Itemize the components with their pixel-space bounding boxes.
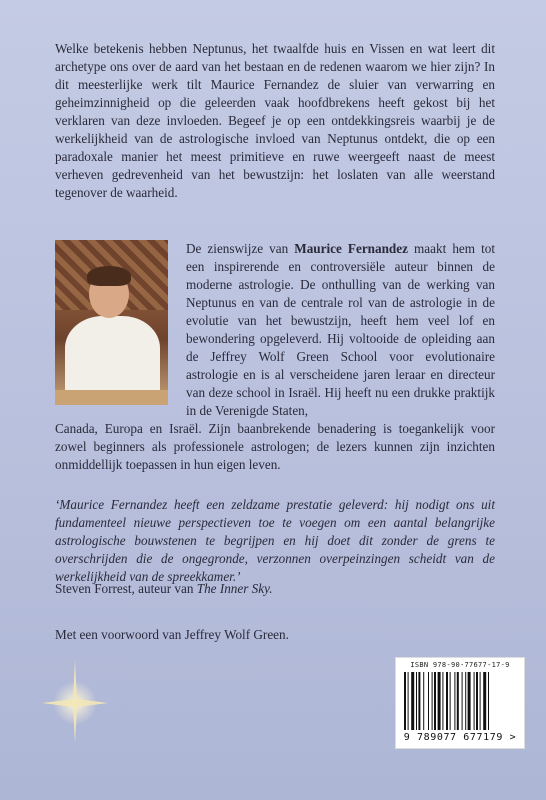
isbn-label: ISBN 978-90-77677-17-9 <box>410 661 510 669</box>
review-quote: ‘Maurice Fernandez heeft een zeldzame prestatie geleverd: hij nodigt ons uit fundamenteel nieuwe perspectieven toe te voegen om een aantal belangrijke astrologische bouwstenen te begrijpen en hij doet dit zonder de grens te overschrijden die de ongegronde, verzonnen overpeinzingen scheidt van de werkelijkheid van de spreekkamer.’ <box>55 497 495 584</box>
author-bio-continued: Canada, Europa en Israël. Zijn baanbrekende benadering is toegankelijk voor zowel beginners als professionele astrologen; de lezers kunnen zijn inzichten onmiddellijk toepassen in hun eigen leven. <box>55 421 495 472</box>
bio-intro: De zienswijze van <box>186 241 295 256</box>
author-name: Maurice Fernandez <box>294 241 408 256</box>
foreword-note: Met een voorwoord van Jeffrey Wolf Green. <box>55 627 289 642</box>
quote-attribution <box>55 580 273 598</box>
barcode <box>395 657 525 749</box>
description-paragraph: Welke betekenis hebben Neptunus, het twaalfde huis en Vissen en wat leert dit archetype ons over de aard van het bestaan en de redenen waarom we hier zijn? In dit meesterlijke werk tilt Maurice Fernandez de sluier van verwarring en geheimzinnigheid op die geleerden vaak hoofdbrekens heeft gekost bij het verklaren van deze invloeden. Begeef je op een ontdekkingsreis waarbij je de werkelijkheid van de astrologische invloed van Neptunus ontdekt, die op een paradoxale manier het meest primitieve en ruwe weergeeft naast de meest verheven gedrevenheid van het bewustzijn: het loslaten van alle weerstand tegenover de waarheid. <box>55 41 495 200</box>
barcode-bars <box>404 672 514 730</box>
author-bio <box>186 240 495 420</box>
attribution-book-title: The Inner Sky. <box>196 581 273 596</box>
star-icon <box>40 655 110 745</box>
attribution-author: Steven Forrest, auteur van <box>55 581 197 596</box>
ean-digits: 9 789077 677179 > <box>403 732 517 743</box>
author-photo <box>55 240 168 405</box>
bio-text: maakt hem tot een inspirerende en controversiële auteur binnen de moderne astrologie. De onthulling van de werking van Neptunus en van de centrale rol van de astrologie in de evolutie van het bewustzijn, heeft hem veel lof en bewondering opgeleverd. Hij voltooide de opleiding aan de Jeffrey Wolf Green School voor evolutionaire astrologie en is al verscheidene jaren leraar en directeur van deze school in Israël. Hij heeft nu een drukke praktijk in de Verenigde Staten, <box>186 241 495 418</box>
